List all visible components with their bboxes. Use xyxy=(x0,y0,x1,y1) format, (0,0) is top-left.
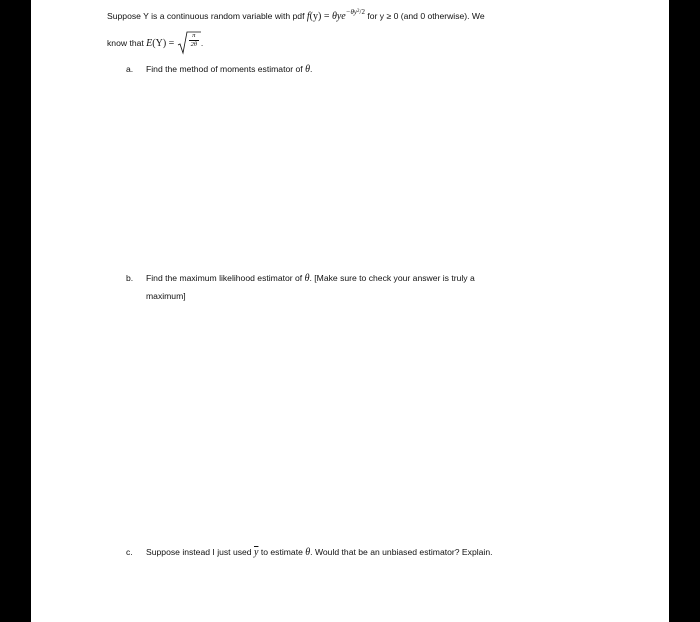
fraction-numerator: π xyxy=(192,32,196,39)
intro-text: Suppose Y is a continuous random variable with pdf xyxy=(107,11,307,21)
question-a xyxy=(126,64,312,75)
exponent-base: −θy xyxy=(345,8,358,16)
question-text: Suppose instead I just used xyxy=(146,547,254,557)
question-c xyxy=(126,547,493,558)
pdf-equals: = xyxy=(321,11,332,22)
known-text: know that xyxy=(107,38,147,48)
fraction-period: . xyxy=(200,38,204,48)
pdf-exponent xyxy=(346,8,365,16)
intro-line-1 xyxy=(107,8,485,22)
pdf-function-name: f xyxy=(306,11,310,22)
pdf-argument: (y) xyxy=(309,11,322,22)
question-continuation-text: maximum] xyxy=(146,291,186,301)
question-label: b. xyxy=(126,273,134,283)
question-b-continuation xyxy=(146,291,186,301)
question-b xyxy=(126,273,475,284)
exponent-tail: /2 xyxy=(359,8,365,16)
expected-value-equals: = xyxy=(166,38,177,49)
question-text-end: . xyxy=(309,64,313,74)
document-page xyxy=(31,0,669,622)
y-bar-symbol: $\overline{y}$ xyxy=(253,547,259,558)
question-text-end: . Would that be an unbiased estimator? Explain. xyxy=(310,547,493,557)
question-text: Find the maximum likelihood estimator of xyxy=(146,273,305,283)
theta-symbol: θ xyxy=(305,547,311,558)
fraction xyxy=(188,32,200,49)
fraction-denominator: 2θ xyxy=(190,41,198,48)
pdf-expression: θye xyxy=(331,11,346,22)
intro-line-2 xyxy=(107,31,203,55)
question-label: a. xyxy=(126,64,134,74)
square-root-expression xyxy=(177,31,204,55)
question-text: Find the method of moments estimator of xyxy=(146,64,306,74)
question-text-middle: to estimate xyxy=(258,547,306,557)
question-text-end: . [Make sure to check your answer is truly a xyxy=(309,273,475,283)
theta-symbol: θ xyxy=(305,64,310,75)
theta-symbol: θ xyxy=(304,273,310,284)
support-text: for y ≥ 0 (and 0 otherwise). We xyxy=(364,11,485,21)
expected-value-argument: (Y) xyxy=(152,38,167,49)
question-label: c. xyxy=(126,547,133,557)
exponent-square: 2 xyxy=(357,9,360,14)
expected-value-symbol: E xyxy=(146,38,153,49)
